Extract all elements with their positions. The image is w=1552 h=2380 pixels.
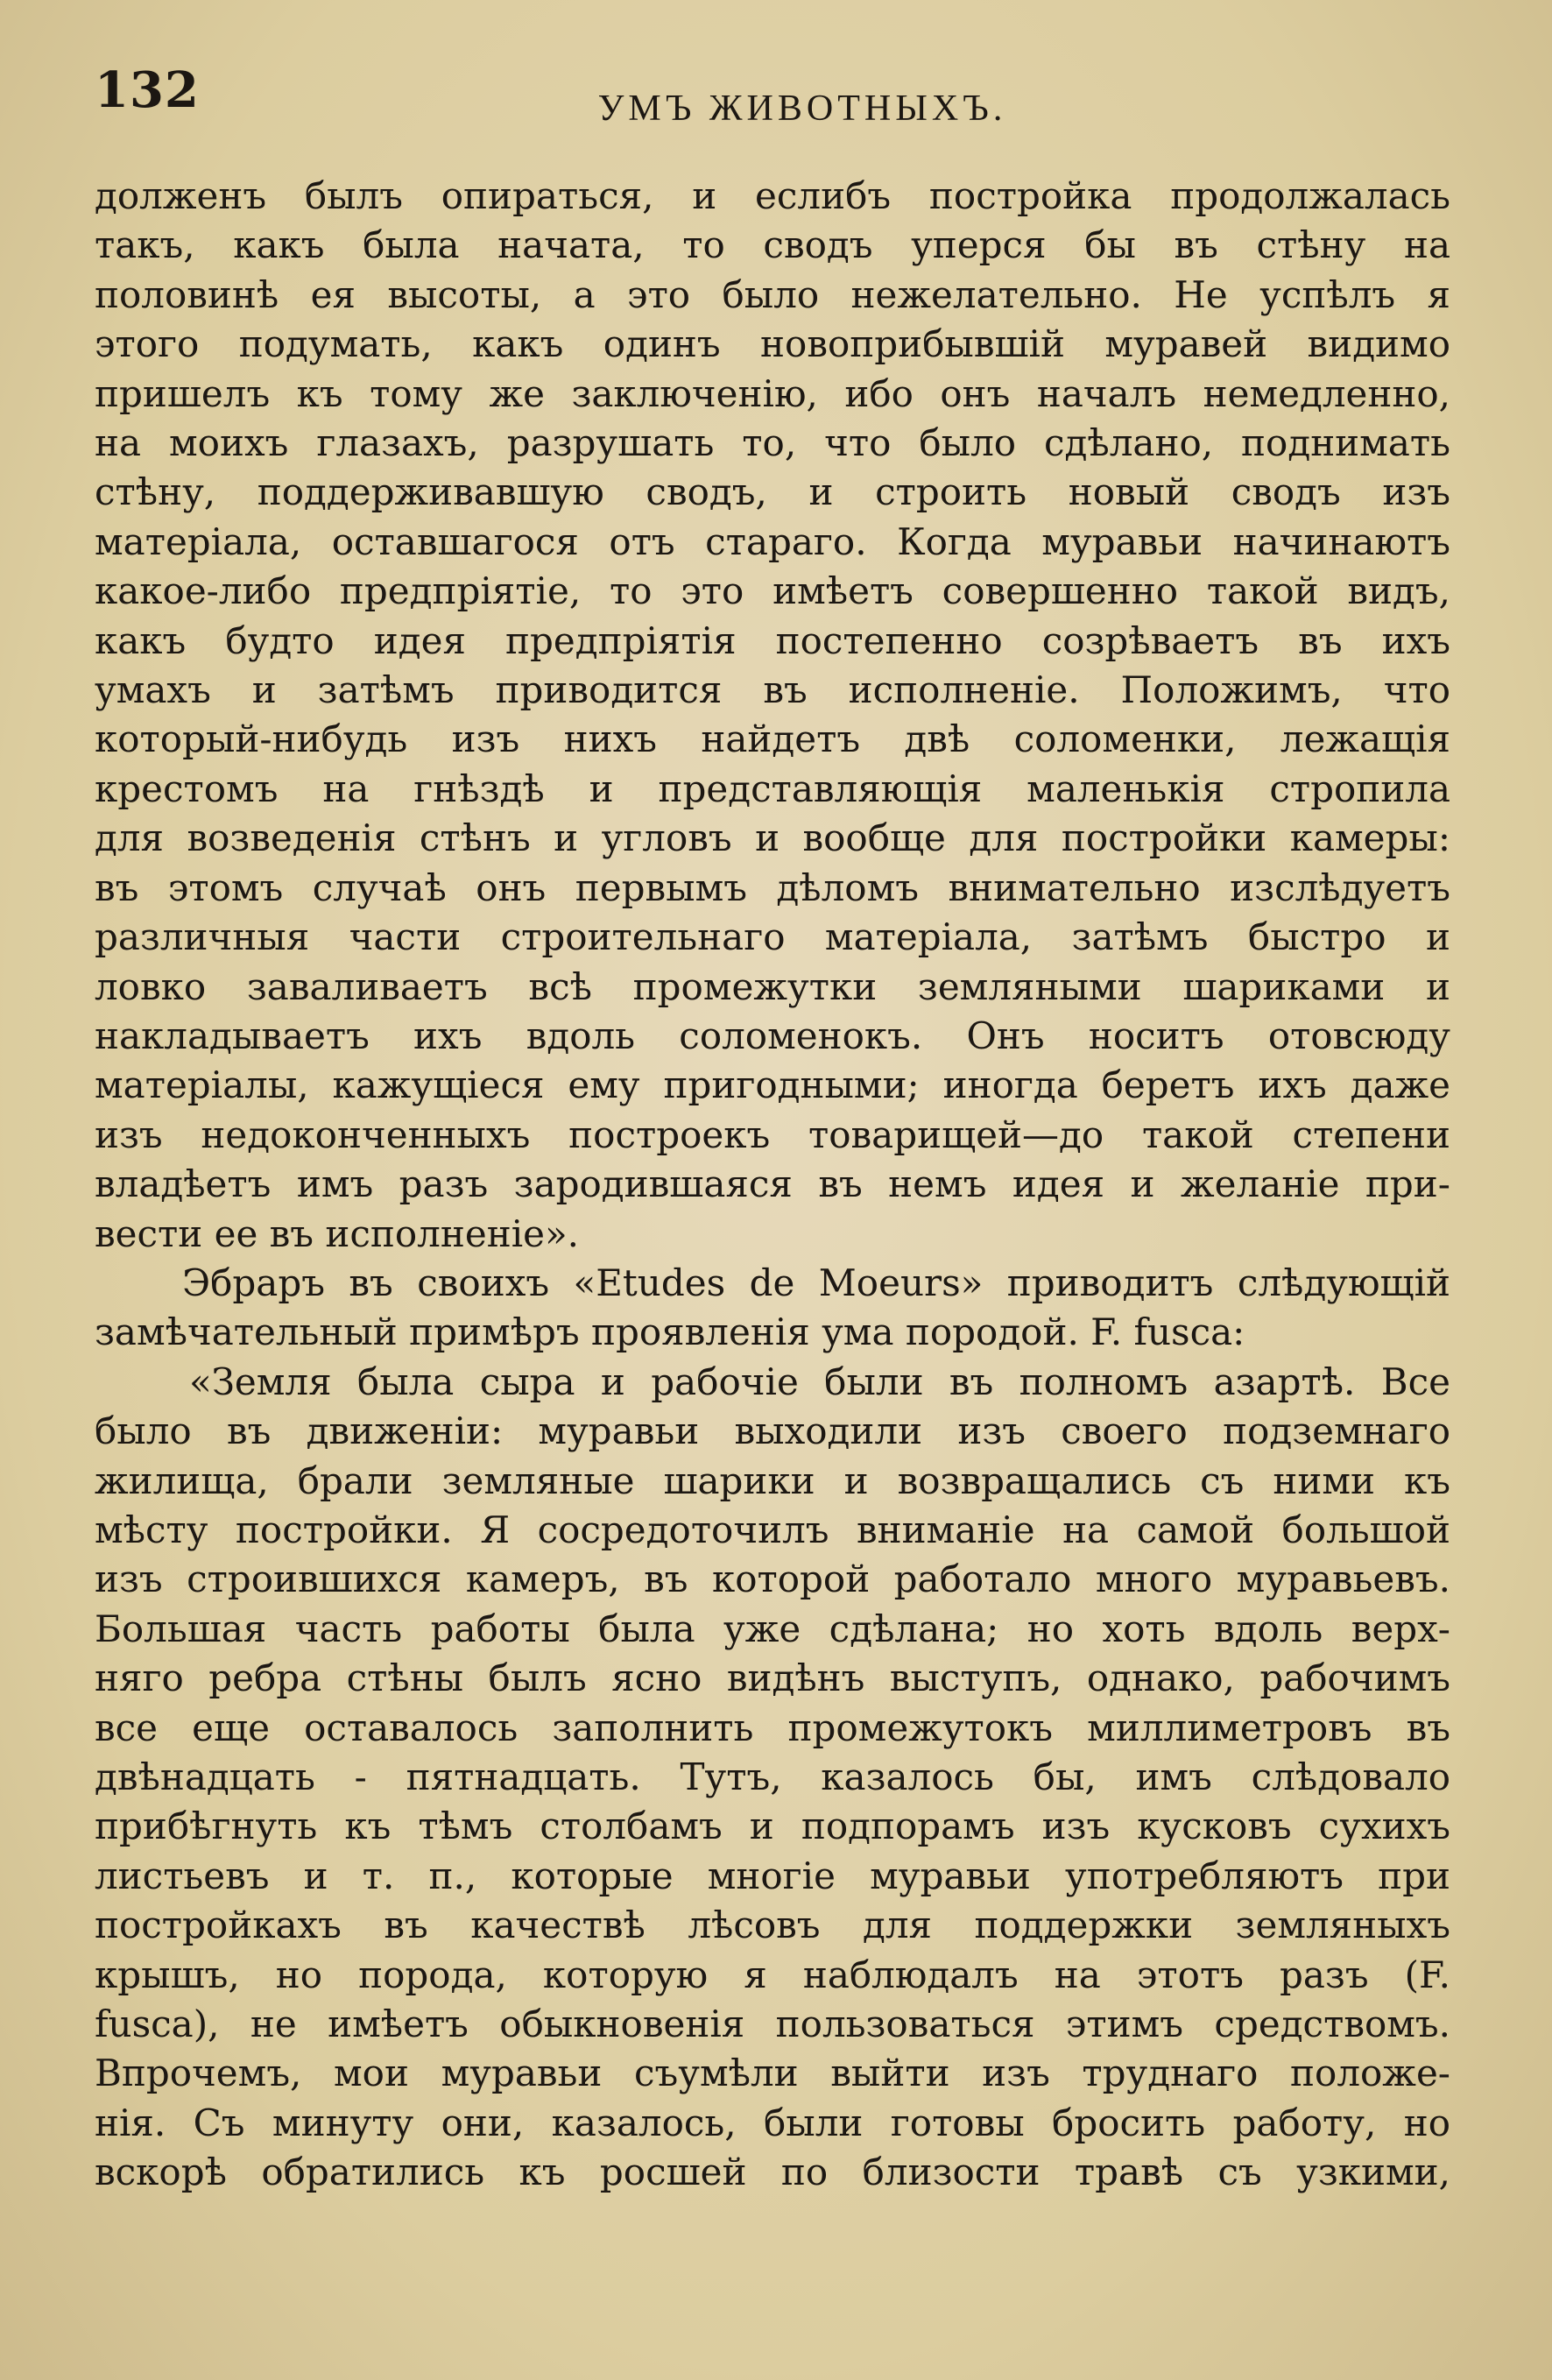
text-line: Впрочемъ, мои муравьи съумѣли выйти изъ труднаго положе- (95, 2052, 1450, 2095)
text-line: накладываетъ ихъ вдоль соломенокъ. Онъ носитъ отовсюду (95, 1013, 1450, 1057)
text-line: долженъ былъ опираться, и еслибъ постройка продолжалась (95, 174, 1450, 217)
text-line: для возведенія стѣнъ и угловъ и вообще для постройки камеры: (95, 816, 1450, 860)
text-line: умахъ и затѣмъ приводится въ исполненіе. Положимъ, что (95, 668, 1450, 712)
text-line: все еще оставалось заполнить промежутокъ миллиметровъ въ (95, 1706, 1450, 1749)
text-line: вскорѣ обратились къ росшей по близости травѣ съ узкими, (95, 2150, 1450, 2194)
text-line: Большая часть работы была уже сдѣлана; но хоть вдоль верх- (95, 1607, 1450, 1650)
text-line: какое-либо предпріятіе, то это имѣетъ совершенно такой видъ, (95, 569, 1450, 613)
text-line: какъ будто идея предпріятія постепенно созрѣваетъ въ ихъ (95, 618, 1450, 662)
text-line: такъ, какъ была начата, то сводъ уперся бы въ стѣну на (95, 223, 1450, 267)
text-line: который-нибудь изъ нихъ найдетъ двѣ соломенки, лежащія (95, 717, 1450, 761)
running-title: УМЪ ЖИВОТНЫХЪ. (597, 88, 1007, 129)
text-line: замѣчательный примѣръ проявленія ума породой. F. fusca: (95, 1310, 1245, 1354)
page-number: 132 (95, 61, 200, 119)
text-line: въ этомъ случаѣ онъ первымъ дѣломъ внимательно изслѣдуетъ (95, 865, 1450, 909)
text-line: постройкахъ въ качествѣ лѣсовъ для поддержки земляныхъ (95, 1903, 1450, 1947)
text-line: нія. Съ минуту они, казалось, были готовы бросить работу, но (95, 2101, 1450, 2144)
text-line: «Земля была сыра и рабочіе были въ полномъ азартѣ. Все (189, 1359, 1450, 1403)
text-line: стѣну, поддерживавшую сводъ, и строить новый сводъ изъ (95, 470, 1450, 514)
text-line: этого подумать, какъ одинъ новоприбывшій муравей видимо (95, 322, 1450, 366)
text-line: пришелъ къ тому же заключенію, ибо онъ началъ немедленно, (95, 371, 1450, 415)
text-line: няго ребра стѣны былъ ясно видѣнъ выступъ, однако, рабочимъ (95, 1656, 1450, 1700)
text-line: жилища, брали земляные шарики и возвращались съ ними къ (95, 1458, 1450, 1502)
body-text (95, 172, 1450, 2198)
text-line: крышъ, но порода, которую я наблюдалъ на этотъ разъ (F. (95, 1953, 1450, 1996)
text-line: мѣсту постройки. Я сосредоточилъ вниманіе на самой большой (95, 1508, 1450, 1551)
text-line: на моихъ глазахъ, разрушать то, что было сдѣлано, поднимать (95, 421, 1450, 465)
text-line: половинѣ ея высоты, а это было нежелательно. Не успѣлъ я (95, 272, 1450, 316)
text-line: крестомъ на гнѣздѣ и представляющія маленькія стропила (95, 766, 1450, 810)
text-line: fusca), не имѣетъ обыкновенія пользоваться этимъ средствомъ. (95, 2002, 1450, 2046)
text-line: было въ движеніи: муравьи выходили изъ своего подземнаго (95, 1409, 1450, 1453)
text-line: владѣетъ имъ разъ зародившаяся въ немъ идея и желаніе при- (95, 1162, 1450, 1206)
text-line: листьевъ и т. п., которые многіе муравьи употребляютъ при (95, 1854, 1450, 1897)
text-line: матеріала, оставшагося отъ стараго. Когда муравьи начинаютъ (95, 519, 1450, 563)
text-line: ловко заваливаетъ всѣ промежутки земляными шариками и (95, 964, 1450, 1008)
text-line: Эбраръ въ своихъ «Etudes de Moeurs» приводитъ слѣдующій (182, 1261, 1450, 1304)
text-line: изъ недоконченныхъ построекъ товарищей—до такой степени (95, 1112, 1450, 1156)
text-line: различныя части строительнаго матеріала, затѣмъ быстро и (95, 915, 1450, 959)
text-line: прибѣгнуть къ тѣмъ столбамъ и подпорамъ изъ кусковъ сухихъ (95, 1804, 1450, 1848)
text-line: двѣнадцать - пятнадцать. Тутъ, казалось бы, имъ слѣдовало (95, 1755, 1450, 1798)
text-line: изъ строившихся камеръ, въ которой работало много муравьевъ. (95, 1557, 1450, 1601)
text-line: матеріалы, кажущіеся ему пригодными; иногда беретъ ихъ даже (95, 1063, 1450, 1107)
text-line: вести ее въ исполненіе». (95, 1211, 580, 1255)
